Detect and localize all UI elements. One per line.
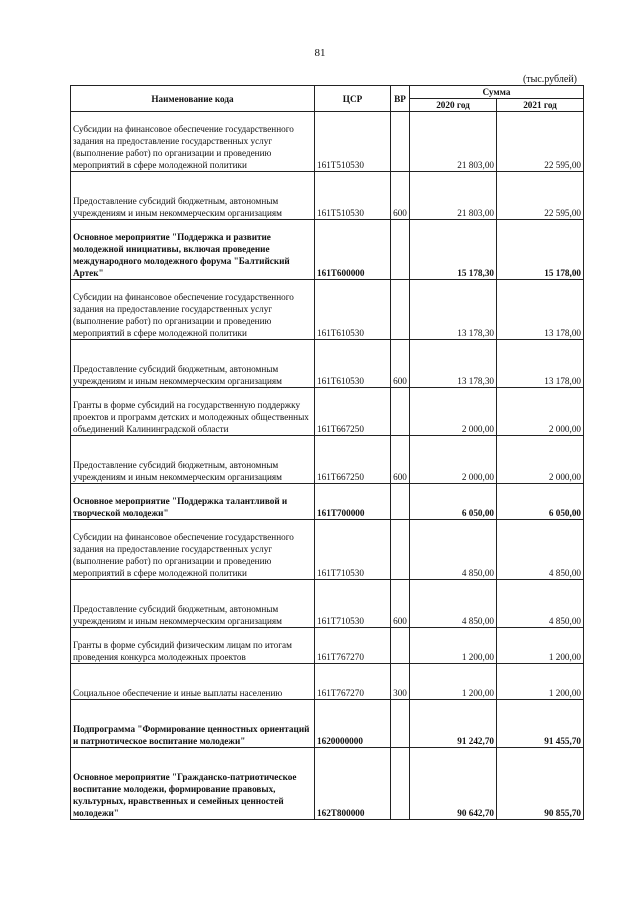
table-row xyxy=(71,484,584,520)
row-csr: 161Т700000 xyxy=(315,484,391,520)
table-row xyxy=(71,388,584,436)
row-name: Предоставление субсидий бюджетным, автономным учреждениям и иным некоммерческим организациям xyxy=(71,580,315,628)
row-vr xyxy=(391,388,410,436)
row-vr: 600 xyxy=(391,580,410,628)
table-row xyxy=(71,748,584,820)
row-csr: 161Т767270 xyxy=(315,664,391,700)
row-amount-2021: 90 855,70 xyxy=(497,748,584,820)
row-vr xyxy=(391,484,410,520)
row-csr: 161Т710530 xyxy=(315,580,391,628)
row-amount-2020: 13 178,30 xyxy=(410,340,497,388)
table-row xyxy=(71,172,584,220)
row-amount-2020: 1 200,00 xyxy=(410,628,497,664)
table-row xyxy=(71,340,584,388)
row-amount-2020: 15 178,30 xyxy=(410,220,497,280)
row-name: Основное мероприятие "Поддержка и развитие молодежной инициативы, включая проведение международного молодежного форума "Балтийский Артек" xyxy=(71,220,315,280)
row-vr: 300 xyxy=(391,664,410,700)
row-name: Субсидии на финансовое обеспечение государственного задания на предоставление государственных услуг (выполнение работ) по организации и проведению мероприятий в сфере молодежной политики xyxy=(71,112,315,172)
row-amount-2021: 22 595,00 xyxy=(497,112,584,172)
header-vr: ВР xyxy=(391,86,410,112)
row-amount-2020: 1 200,00 xyxy=(410,664,497,700)
header-csr: ЦСР xyxy=(315,86,391,112)
row-vr: 600 xyxy=(391,340,410,388)
table-row xyxy=(71,220,584,280)
row-csr: 161Т667250 xyxy=(315,436,391,484)
row-amount-2020: 21 803,00 xyxy=(410,172,497,220)
row-amount-2021: 22 595,00 xyxy=(497,172,584,220)
row-amount-2021: 6 050,00 xyxy=(497,484,584,520)
row-name: Основное мероприятие "Поддержка талантливой и творческой молодежи" xyxy=(71,484,315,520)
row-csr: 161Т767270 xyxy=(315,628,391,664)
row-amount-2020: 21 803,00 xyxy=(410,112,497,172)
row-name: Гранты в форме субсидий на государственную поддержку проектов и программ детских и молодежных общественных объединений Калининградской области xyxy=(71,388,315,436)
row-name: Гранты в форме субсидий физическим лицам по итогам проведения конкурса молодежных проектов xyxy=(71,628,315,664)
row-csr: 161Т510530 xyxy=(315,172,391,220)
table-row xyxy=(71,280,584,340)
row-amount-2020: 4 850,00 xyxy=(410,580,497,628)
row-name: Субсидии на финансовое обеспечение государственного задания на предоставление государственных услуг (выполнение работ) по организации и проведению мероприятий в сфере молодежной политики xyxy=(71,520,315,580)
table-row xyxy=(71,112,584,172)
row-amount-2020: 2 000,00 xyxy=(410,388,497,436)
row-amount-2021: 15 178,00 xyxy=(497,220,584,280)
row-amount-2020: 4 850,00 xyxy=(410,520,497,580)
table-header xyxy=(71,86,584,112)
row-name: Социальное обеспечение и иные выплаты населению xyxy=(71,664,315,700)
table-row xyxy=(71,580,584,628)
header-sum: Сумма xyxy=(410,86,584,99)
row-amount-2020: 6 050,00 xyxy=(410,484,497,520)
row-name: Предоставление субсидий бюджетным, автономным учреждениям и иным некоммерческим организациям xyxy=(71,172,315,220)
row-amount-2021: 1 200,00 xyxy=(497,628,584,664)
row-amount-2020: 90 642,70 xyxy=(410,748,497,820)
header-name: Наименование кода xyxy=(71,86,315,112)
table-row xyxy=(71,700,584,748)
row-amount-2021: 13 178,00 xyxy=(497,280,584,340)
row-csr: 161Т600000 xyxy=(315,220,391,280)
row-vr xyxy=(391,628,410,664)
row-name: Основное мероприятие "Гражданско-патриотическое воспитание молодежи, формирование правовых, культурных, нравственных и семейных ценностей молодежи" xyxy=(71,748,315,820)
row-vr xyxy=(391,112,410,172)
row-csr: 161Т610530 xyxy=(315,340,391,388)
header-year-2021: 2021 год xyxy=(497,99,584,112)
row-vr xyxy=(391,700,410,748)
row-vr xyxy=(391,280,410,340)
row-vr: 600 xyxy=(391,172,410,220)
row-amount-2021: 4 850,00 xyxy=(497,580,584,628)
table-row xyxy=(71,628,584,664)
row-csr: 161Т667250 xyxy=(315,388,391,436)
row-csr: 161Т510530 xyxy=(315,112,391,172)
budget-table xyxy=(70,85,584,820)
row-amount-2020: 13 178,30 xyxy=(410,280,497,340)
table-row xyxy=(71,664,584,700)
row-csr: 161Т710530 xyxy=(315,520,391,580)
row-amount-2021: 2 000,00 xyxy=(497,388,584,436)
row-amount-2021: 1 200,00 xyxy=(497,664,584,700)
row-amount-2021: 4 850,00 xyxy=(497,520,584,580)
row-amount-2021: 91 455,70 xyxy=(497,700,584,748)
row-vr: 600 xyxy=(391,436,410,484)
table-row xyxy=(71,520,584,580)
row-amount-2021: 13 178,00 xyxy=(497,340,584,388)
row-amount-2020: 2 000,00 xyxy=(410,436,497,484)
row-vr xyxy=(391,748,410,820)
header-year-2020: 2020 год xyxy=(410,99,497,112)
units-label: (тыс.рублей) xyxy=(522,74,577,85)
row-amount-2021: 2 000,00 xyxy=(497,436,584,484)
row-name: Субсидии на финансовое обеспечение государственного задания на предоставление государственных услуг (выполнение работ) по организации и проведению мероприятий в сфере молодежной политики xyxy=(71,280,315,340)
row-name: Предоставление субсидий бюджетным, автономным учреждениям и иным некоммерческим организациям xyxy=(71,436,315,484)
table-row xyxy=(71,436,584,484)
row-name: Подпрограмма "Формирование ценностных ориентаций и патриотическое воспитание молодежи" xyxy=(71,700,315,748)
row-csr: 1620000000 xyxy=(315,700,391,748)
row-csr: 162Т800000 xyxy=(315,748,391,820)
row-csr: 161Т610530 xyxy=(315,280,391,340)
row-amount-2020: 91 242,70 xyxy=(410,700,497,748)
row-vr xyxy=(391,220,410,280)
page-number: 81 xyxy=(314,47,326,59)
row-vr xyxy=(391,520,410,580)
row-name: Предоставление субсидий бюджетным, автономным учреждениям и иным некоммерческим организациям xyxy=(71,340,315,388)
table-body xyxy=(71,112,584,820)
